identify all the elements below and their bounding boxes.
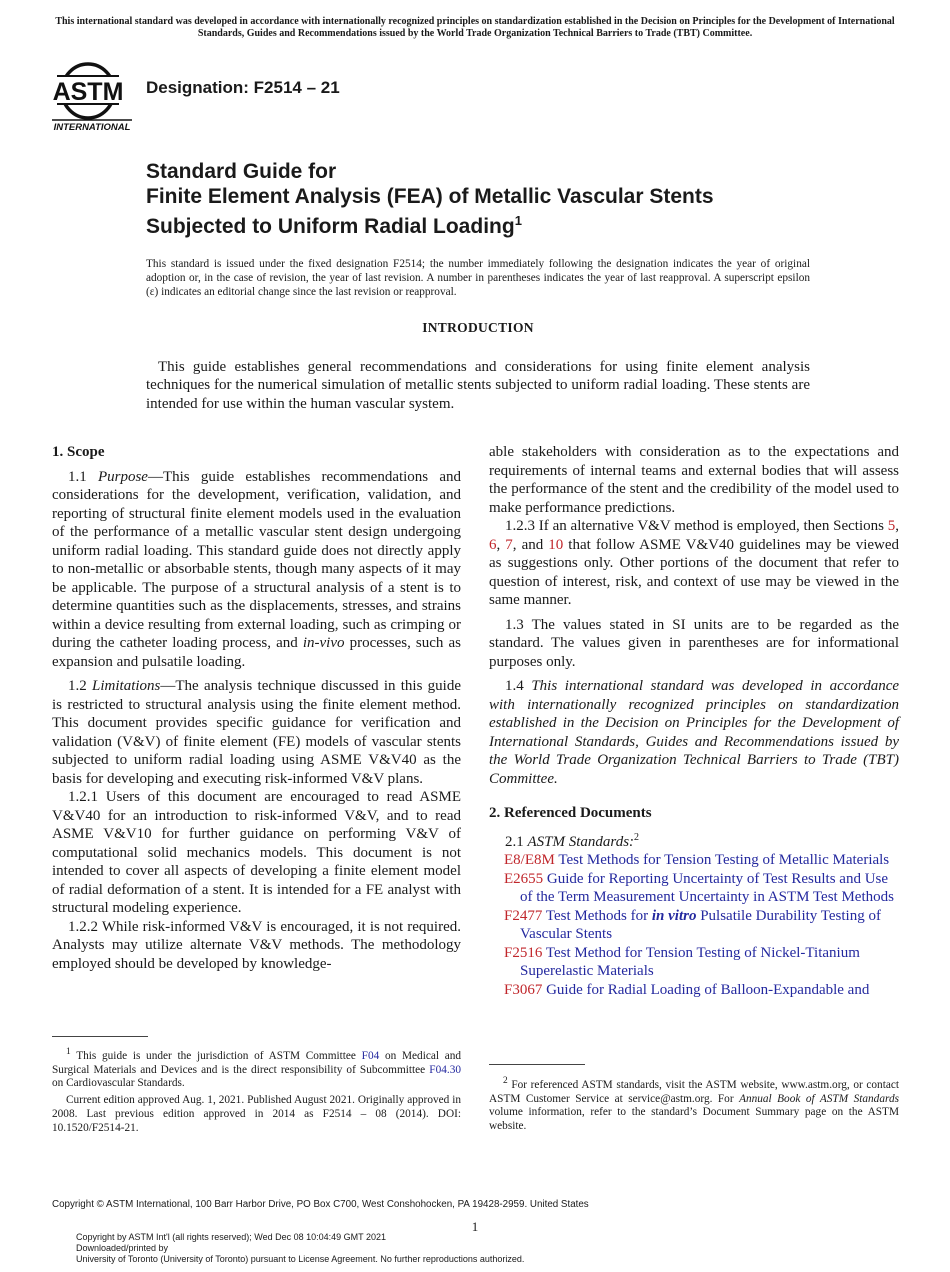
referenced-documents-heading: 2. Referenced Documents <box>489 805 652 821</box>
section-label: Limitations <box>92 678 161 694</box>
committee-link[interactable]: F04 <box>361 1049 380 1062</box>
paragraph-text: 1.2.3 If an alternative V&V method is employed, then Sections <box>505 518 884 534</box>
reference-title[interactable]: Guide for Radial Loading of Balloon-Expandable and <box>546 981 870 998</box>
paragraph-text: This international standard was developed in accordance with internationally recognized principles on standardization established in the Decision on Principles for the Development of International Standards, Guides and Recommendations issued by the World Trade Organization Technical Barriers to Trade (TBT) Committee. <box>489 678 900 787</box>
download-info <box>76 1232 524 1265</box>
scope-heading: 1. Scope <box>52 444 105 460</box>
reference-item[interactable] <box>489 907 899 944</box>
reference-title-part[interactable]: Pulsatile Durability Testing of Vascular Stents <box>520 907 881 942</box>
issued-note: This standard is issued under the fixed designation F2514; the number immediately following the designation indicates the year of original adoption or, in the case of revision, the year of last revision. A number in parentheses indicates the year of last reapproval. A superscript epsilon (ε) indicates an editorial change since the last revision or reapproval. <box>146 258 810 299</box>
section-label: Purpose <box>97 468 148 485</box>
paragraph-1-2-1: 1.2.1 Users of this document are encouraged to read ASME V&V40 for an introduction to risk-informed V&V, and to read ASME V&V10 for further guidance on performing V&V of computational solid mechanics models. This document is not intended to cover all aspects of developing a finite element model of radial deformation of a stent. It is intended for a FE analyst with structural modeling experience. <box>52 789 461 916</box>
introduction-heading: INTRODUCTION <box>422 320 534 335</box>
download-info-line: University of Toronto (University of Toronto) pursuant to License Agreement. No further reproductions authorized. <box>76 1254 525 1264</box>
paragraph-text: —This guide establishes recommendations and considerations for the development, verification, validation, and reporting of structural finite element models used in the evaluation of the performance of a metallic vascular stent design undergoing uniform radial loading. This standard guide does not directly apply to non-metallic or absorbable stents, though many aspects of it may be applicable. The purpose of a structural analysis of a stent is to determine quantities such as the displacements, stresses, and strains within a device resulting from external loading, such as crimping or during the catheter loading process, and <box>52 468 461 651</box>
reference-title[interactable]: Test Method for Tension Testing of Nickel-Titanium Superelastic Materials <box>520 944 860 979</box>
reference-title[interactable]: Guide for Reporting Uncertainty of Test Results and Use of the Term Measurement Uncertainty in ASTM Test Methods <box>520 870 894 905</box>
paragraph-1-3: 1.3 The values stated in SI units are to be regarded as the standard. The values given in parentheses are for informational purposes only. <box>489 616 899 670</box>
reference-code[interactable]: F2477 <box>504 907 543 924</box>
astm-standards-subheading <box>489 829 899 852</box>
footnote-2-text <box>489 1075 899 1134</box>
reference-title[interactable]: Test Methods for Tension Testing of Metallic Materials <box>558 852 890 868</box>
reference-code[interactable]: F2516 <box>504 944 543 961</box>
top-notice: This international standard was developed in accordance with internationally recognized principles on standardization established in the Decision on Principles for the Development of International Standards, Guides and Recommendations issued by the World Trade Organization Technical Barriers to Trade (TBT) Committee. <box>55 16 895 39</box>
section-6-link[interactable]: 6 <box>489 536 497 553</box>
left-column <box>52 443 461 973</box>
footnote-text: For referenced ASTM standards, visit the ASTM website, www.astm.org, or contact ASTM Customer Service at service@astm.org. For <box>489 1078 900 1105</box>
footnote-divider <box>52 1036 148 1037</box>
logo-text: INTERNATIONAL <box>53 122 131 133</box>
reference-item[interactable] <box>489 981 899 1000</box>
reference-title[interactable] <box>520 908 881 943</box>
subcommittee-link[interactable]: F04.30 <box>429 1063 461 1076</box>
section-number: 2.1 <box>505 833 524 850</box>
in-vivo-term: in-vivo <box>302 635 345 651</box>
footnote-1 <box>52 1046 461 1136</box>
reference-code[interactable]: F3067 <box>504 981 543 998</box>
astm-logo <box>52 58 134 134</box>
footnote-2 <box>489 1075 899 1134</box>
footnote-1-jurisdiction <box>52 1046 461 1091</box>
paragraph-1-2-3: 1.2.3 If an alternative V&V method is employed, then Sections 5, 6, 7, and 10 that follow ASME V&V40 guidelines may be viewed as suggestions only. Other portions of the document that refer to question of interest, risk, and context of use may be viewed in the same manner. <box>489 518 900 608</box>
logo-letters: ASTM <box>52 78 124 106</box>
designation: Designation: F2514 – 21 <box>146 78 340 97</box>
page-number: 1 <box>471 1219 479 1234</box>
title-footnote-mark: 1 <box>514 213 522 228</box>
reference-item[interactable] <box>489 870 899 907</box>
footnote-text: on Medical and Surgical Materials and Devices and is the direct responsibility of Subcommittee <box>52 1049 462 1076</box>
footnote-mark: 1 <box>66 1047 71 1057</box>
title-line-1: Standard Guide for <box>146 160 337 183</box>
reference-item[interactable] <box>489 851 899 870</box>
title-line-2: Finite Element Analysis (FEA) of Metallic Vascular Stents <box>146 184 714 208</box>
introduction-text: This guide establishes general recommendations and considerations for using finite element analysis techniques for the numerical simulation of metallic stents subjected to uniform radial loading. These stents are intended for use within the human vascular system. <box>146 359 810 412</box>
reference-title-emphasis[interactable]: in vitro <box>651 907 697 924</box>
title-line-3-text: Subjected to Uniform Radial Loading <box>146 215 515 238</box>
paragraph-1-4 <box>489 677 899 788</box>
copyright-line: Copyright © ASTM International, 100 Barr Harbor Drive, PO Box C700, West Conshohocken, PA 19428-2959. United States <box>52 1199 589 1210</box>
reference-code[interactable]: E2655 <box>504 870 544 887</box>
paragraph-1-2-2-end: able stakeholders with consideration as to the expectations and requirements of internal teams and external bodies that will assess the performance of the stent and the credibility of the model used to make performance predictions. <box>489 444 899 516</box>
download-info-line: Copyright by ASTM Int'l (all rights reserved); Wed Dec 08 10:04:49 GMT 2021 <box>76 1232 387 1242</box>
section-10-link[interactable]: 10 <box>548 536 564 553</box>
paragraph-text: processes, such as expansion and pulsatile loading. <box>52 635 462 670</box>
section-number: 1.1 <box>68 468 87 485</box>
reference-item[interactable] <box>489 944 899 981</box>
paragraph-text: —The analysis technique discussed in this guide is restricted to structural analysis using the finite element method. This document provides specific guidance for verification and validation (V&V) of finite element (FE) models of vascular stents subjected to uniform radial loading using ASME V&V40 as the basis for developing and executing risk-informed V&V plans. <box>52 678 462 787</box>
paragraph-1-2-2-start: 1.2.2 While risk-informed V&V is encouraged, it is not required. Analysts may utilize alternate V&V methods. The methodology employed should be developed by knowledge- <box>52 918 461 972</box>
reference-code[interactable]: E8/E8M <box>504 852 555 868</box>
paragraph-1-1 <box>52 468 461 672</box>
footnote-text: This guide is under the jurisdiction of ASTM Committee <box>76 1049 356 1062</box>
section-7-link[interactable]: 7 <box>505 536 513 553</box>
reference-title-part[interactable]: Test Methods for <box>545 907 649 924</box>
section-number: 1.2 <box>68 678 87 694</box>
and-word: and <box>521 536 544 553</box>
footnote-text: on Cardiovascular Standards. <box>52 1077 185 1090</box>
title-line-3 <box>146 209 714 240</box>
paragraph-text: that follow ASME V&V40 guidelines may be viewed as suggestions only. Other portions of the document that refer to question of interest, risk, and context of use may be viewed in the same manner. <box>489 536 900 608</box>
document-title <box>146 160 714 240</box>
footnote-1-edition: Current edition approved Aug. 1, 2021. Published August 2021. Originally approved in 2008. Last previous edition approved in 2014 as F2514 – 08 (2014). DOI: 10.1520/F2514-21. <box>52 1094 461 1134</box>
footnote-mark: 2 <box>503 1076 508 1086</box>
download-info-line: Downloaded/printed by <box>76 1243 169 1253</box>
right-column <box>489 443 899 999</box>
footnote-emphasis: Annual Book of ASTM Standards <box>739 1092 899 1105</box>
footnote-divider <box>489 1064 585 1065</box>
section-5-link[interactable]: 5 <box>887 518 896 534</box>
footnote-text: volume information, refer to the standard’s Document Summary page on the ASTM website. <box>489 1106 899 1133</box>
section-label: ASTM Standards: <box>527 833 635 850</box>
paragraph-1-2 <box>52 677 461 788</box>
footnote-mark: 2 <box>634 831 640 843</box>
section-number: 1.4 <box>505 678 524 694</box>
